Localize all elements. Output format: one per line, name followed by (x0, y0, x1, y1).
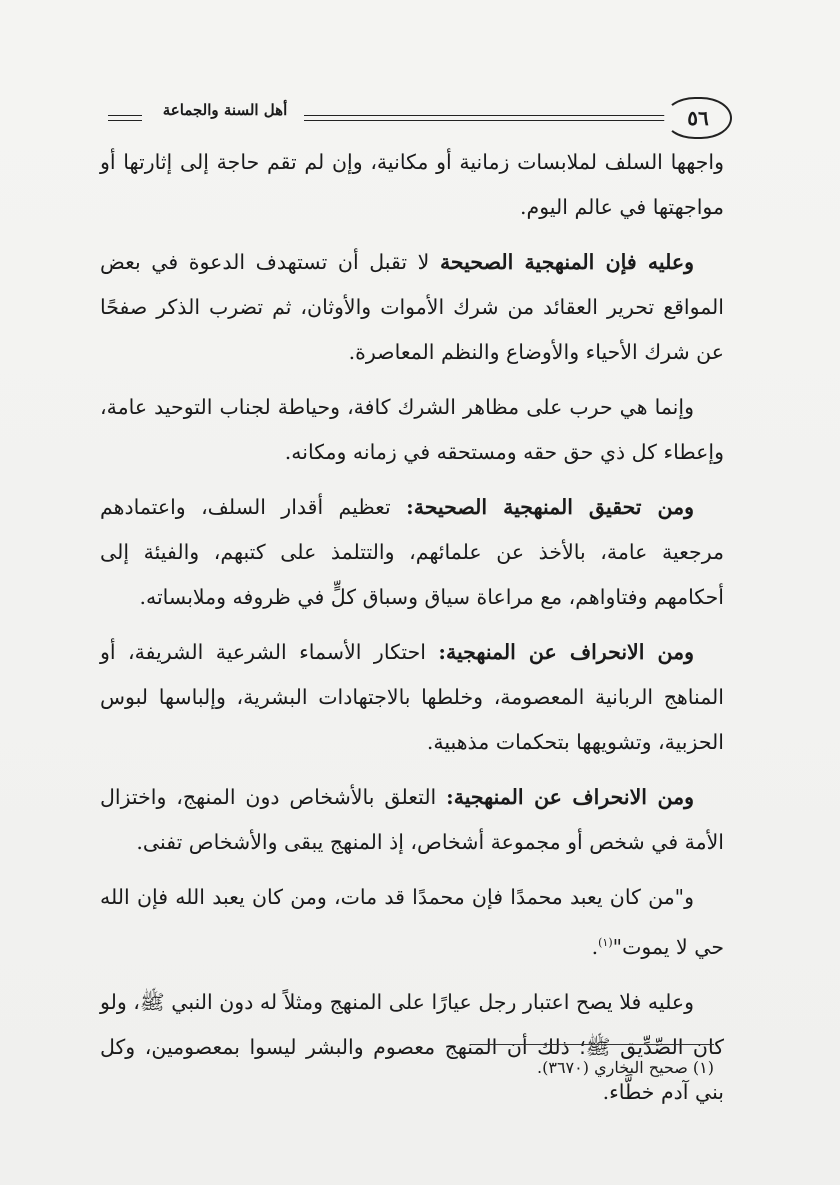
header-rule (304, 115, 676, 116)
paragraph-text: وعليه فلا يصح اعتبار رجل عيارًا على المنهج ومثلاً له دون النبي ﷺ، ولو كان الصِّدِّيق ﷺ؛ ذلك أن المنهج معصوم والبشر ليسوا بمعصومين، وكل بني آدم خطَّاء. (100, 989, 724, 1104)
header-rule (108, 120, 142, 121)
page-body (100, 140, 724, 1125)
paragraph-text: تعظيم أقدار السلف، واعتمادهم مرجعية عامة، بالأخذ عن علمائهم، والتتلمذ على كتبهم، والفيئة إلى أحكامهم وفتاواهم، مع مراعاة سياق وسباق كلٍّ في ظروفه وملابساته. (100, 495, 724, 609)
running-title: أهل السنة والجماعة (150, 101, 300, 119)
paragraph (100, 630, 724, 765)
footnote-separator (470, 1044, 714, 1045)
paragraph-text: واجهها السلف لملابسات زمانية أو مكانية، وإن لم تقم حاجة إلى إثارتها أو مواجهتها في عالم اليوم. (100, 150, 724, 219)
paragraph (100, 485, 724, 620)
page-number: ٥٦ (664, 97, 732, 139)
page-header (108, 95, 732, 141)
paragraph-lead: وعليه فإن المنهجية الصحيحة (439, 250, 694, 274)
paragraph-text: و"من كان يعبد محمدًا فإن محمدًا قد مات، ومن كان يعبد الله فإن الله حي لا يموت" (100, 885, 724, 959)
paragraph (100, 140, 724, 230)
footnote: (١) صحيح البخاري (٣٦٧٠). (537, 1058, 714, 1077)
paragraph-lead: ومن الانحراف عن المنهجية: (438, 640, 694, 664)
header-rule (108, 115, 142, 116)
header-rule (304, 120, 676, 121)
paragraph-text: التعلق بالأشخاص دون المنهج، واختزال الأمة في شخص أو مجموعة أشخاص، إذ المنهج يبقى والأشخاص تفنى. (100, 785, 724, 854)
paragraph (100, 385, 724, 475)
paragraph-text: لا تقبل أن تستهدف الدعوة في بعض المواقع تحرير العقائد من شرك الأموات والأوثان، ثم تضرب الذكر صفحًا عن شرك الأحياء والأوضاع والنظم المعاصرة. (100, 250, 724, 364)
paragraph-lead: ومن الانحراف عن المنهجية: (446, 785, 694, 809)
paragraph-lead: ومن تحقيق المنهجية الصحيحة: (406, 495, 694, 519)
paragraph (100, 240, 724, 375)
paragraph-text: احتكار الأسماء الشرعية الشريفة، أو المناهج الربانية المعصومة، وخلطها بالاجتهادات البشرية، وإلباسها لبوس الحزبية، وتشويهها بتحكمات مذهبية. (100, 640, 724, 754)
paragraph (100, 980, 724, 1115)
paragraph (100, 775, 724, 865)
footnote-marker[interactable]: (١) (598, 936, 613, 949)
paragraph (100, 875, 724, 970)
paragraph-tail: . (591, 934, 599, 959)
paragraph-text: وإنما هي حرب على مظاهر الشرك كافة، وحياطة لجناب التوحيد عامة، وإعطاء كل ذي حق حقه ومستحقه في زمانه ومكانه. (100, 395, 724, 464)
